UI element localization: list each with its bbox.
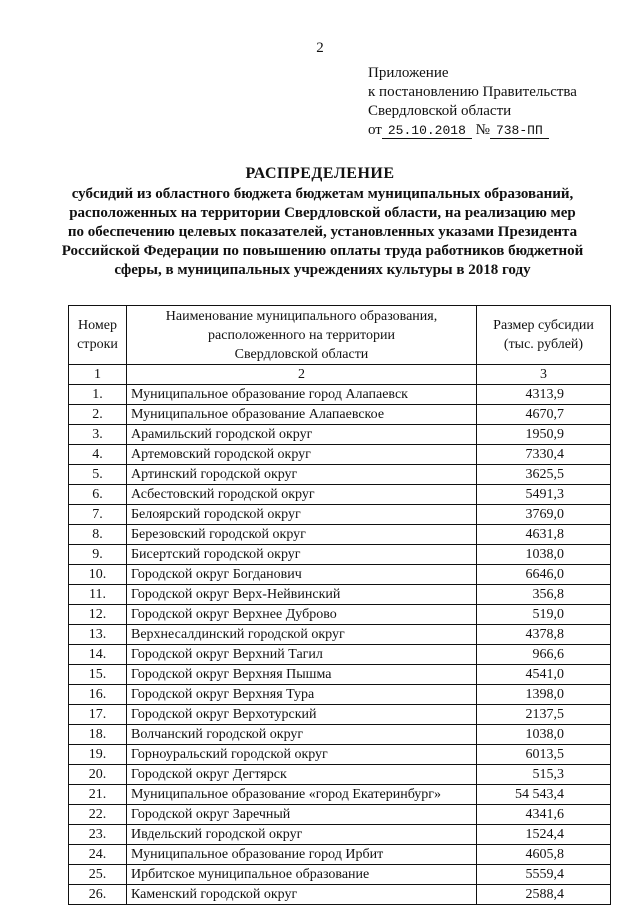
municipality-name: Городской округ Заречный <box>127 805 477 825</box>
subsidy-amount: 6013,5 <box>477 745 611 765</box>
decree-date: 25.10.2018 <box>382 123 472 139</box>
table-row <box>69 845 611 865</box>
row-number: 5. <box>69 465 127 485</box>
table-row <box>69 865 611 885</box>
row-number: 15. <box>69 665 127 685</box>
table-header-row <box>69 306 611 365</box>
subsidy-amount: 1038,0 <box>477 545 611 565</box>
municipality-name: Городской округ Верхняя Пышма <box>127 665 477 685</box>
column-index: 3 <box>477 365 611 385</box>
municipality-name: Муниципальное образование Алапаевское <box>127 405 477 425</box>
municipality-name: Березовский городской округ <box>127 525 477 545</box>
subsidy-amount: 54 543,4 <box>477 785 611 805</box>
municipality-name: Верхнесалдинский городской округ <box>127 625 477 645</box>
subsidy-amount: 519,0 <box>477 605 611 625</box>
subsidy-amount: 4378,8 <box>477 625 611 645</box>
subsidy-amount: 4631,8 <box>477 525 611 545</box>
municipality-name: Каменский городской округ <box>127 885 477 905</box>
table-row <box>69 885 611 905</box>
municipality-name: Городской округ Дегтярск <box>127 765 477 785</box>
municipality-name: Арамильский городской округ <box>127 425 477 445</box>
row-number: 22. <box>69 805 127 825</box>
municipality-name: Ирбитское муниципальное образование <box>127 865 477 885</box>
municipality-name: Городской округ Верх-Нейвинский <box>127 585 477 605</box>
appendix-block <box>368 64 577 140</box>
subtitle-line: сферы, в муниципальных учреждениях культуры в 2018 году <box>114 262 531 278</box>
row-number: 8. <box>69 525 127 545</box>
subsidy-amount: 1524,4 <box>477 825 611 845</box>
header-text: Наименование муниципального образования, <box>165 308 438 324</box>
decree-number: 738-ПП <box>490 123 549 139</box>
row-number: 25. <box>69 865 127 885</box>
subsidy-amount: 6646,0 <box>477 565 611 585</box>
table-row <box>69 405 611 425</box>
row-number: 6. <box>69 485 127 505</box>
table-row <box>69 425 611 445</box>
row-number: 10. <box>69 565 127 585</box>
appendix-line3: Свердловской области <box>368 103 512 119</box>
table-row <box>69 505 611 525</box>
municipality-name: Городской округ Верхний Тагил <box>127 645 477 665</box>
column-index: 1 <box>69 365 127 385</box>
appendix-line2: к постановлению Правительства <box>368 84 577 100</box>
municipality-name: Городской округ Богданович <box>127 565 477 585</box>
header-amount <box>477 306 611 365</box>
number-prefix: № <box>475 122 490 138</box>
municipality-name: Артинский городской округ <box>127 465 477 485</box>
subtitle-line: расположенных на территории Свердловской области, на реализацию мер <box>69 205 576 221</box>
subsidy-amount: 4313,9 <box>477 385 611 405</box>
header-text: расположенного на территории <box>208 327 395 343</box>
table-row <box>69 665 611 685</box>
document-title: РАСПРЕДЕЛЕНИЕ <box>245 165 395 182</box>
header-row-number <box>69 306 127 365</box>
subsidy-amount: 3769,0 <box>477 505 611 525</box>
subsidy-amount: 2137,5 <box>477 705 611 725</box>
column-index: 2 <box>127 365 477 385</box>
subtitle-line: Российской Федерации по повышению оплаты труда работников бюджетной <box>61 243 584 259</box>
table-row <box>69 545 611 565</box>
header-municipality <box>127 306 477 365</box>
table-row <box>69 685 611 705</box>
row-number: 11. <box>69 585 127 605</box>
header-text: Размер субсидии <box>493 318 594 333</box>
subsidy-amount: 515,3 <box>477 765 611 785</box>
subsidy-amount: 1038,0 <box>477 725 611 745</box>
municipality-name: Асбестовский городской округ <box>127 485 477 505</box>
row-number: 3. <box>69 425 127 445</box>
row-number: 16. <box>69 685 127 705</box>
subsidy-amount: 1950,9 <box>477 425 611 445</box>
table-row <box>69 785 611 805</box>
row-number: 2. <box>69 405 127 425</box>
table-row <box>69 485 611 505</box>
header-text: строки <box>77 337 118 352</box>
municipality-name: Муниципальное образование город Ирбит <box>127 845 477 865</box>
table-row <box>69 445 611 465</box>
table-row <box>69 645 611 665</box>
subsidy-amount: 356,8 <box>477 585 611 605</box>
table-row <box>69 825 611 845</box>
subsidy-amount: 3625,5 <box>477 465 611 485</box>
row-number: 24. <box>69 845 127 865</box>
row-number: 18. <box>69 725 127 745</box>
municipality-name: Волчанский городской округ <box>127 725 477 745</box>
municipality-name: Городской округ Верхотурский <box>127 705 477 725</box>
row-number: 14. <box>69 645 127 665</box>
document-subtitle <box>60 185 585 280</box>
municipality-name: Ивдельский городской округ <box>127 825 477 845</box>
row-number: 12. <box>69 605 127 625</box>
table-row <box>69 565 611 585</box>
table-row <box>69 765 611 785</box>
subsidy-amount: 2588,4 <box>477 885 611 905</box>
table-row <box>69 385 611 405</box>
table-row <box>69 625 611 645</box>
subsidy-amount: 966,6 <box>477 645 611 665</box>
municipality-name: Городской округ Верхняя Тура <box>127 685 477 705</box>
appendix-line1: Приложение <box>368 65 449 81</box>
municipality-name: Белоярский городской округ <box>127 505 477 525</box>
subsidy-amount: 5491,3 <box>477 485 611 505</box>
header-text: Свердловской области <box>234 346 369 362</box>
table-row <box>69 465 611 485</box>
subsidy-amount: 7330,4 <box>477 445 611 465</box>
municipality-name: Бисертский городской округ <box>127 545 477 565</box>
table-row <box>69 705 611 725</box>
subsidy-amount: 4541,0 <box>477 665 611 685</box>
subsidy-amount: 4670,7 <box>477 405 611 425</box>
subtitle-line: субсидий из областного бюджета бюджетам муниципальных образований, <box>71 186 574 202</box>
table-row <box>69 805 611 825</box>
date-prefix: от <box>368 122 382 138</box>
table-row <box>69 745 611 765</box>
subsidy-amount: 4605,8 <box>477 845 611 865</box>
row-number: 19. <box>69 745 127 765</box>
header-text: (тыс. рублей) <box>503 337 584 352</box>
header-text: Номер <box>78 318 117 333</box>
municipality-name: Артемовский городской округ <box>127 445 477 465</box>
row-number: 23. <box>69 825 127 845</box>
table-row <box>69 725 611 745</box>
municipality-name: Городской округ Верхнее Дуброво <box>127 605 477 625</box>
row-number: 13. <box>69 625 127 645</box>
row-number: 4. <box>69 445 127 465</box>
page-number: 2 <box>316 40 324 56</box>
table-row <box>69 585 611 605</box>
row-number: 17. <box>69 705 127 725</box>
municipality-name: Горноуральский городской округ <box>127 745 477 765</box>
subtitle-line: по обеспечению целевых показателей, установленных указами Президента <box>67 224 578 240</box>
row-number: 7. <box>69 505 127 525</box>
municipality-name: Муниципальное образование город Алапаевск <box>127 385 477 405</box>
subsidy-amount: 5559,4 <box>477 865 611 885</box>
row-number: 20. <box>69 765 127 785</box>
municipality-name: Муниципальное образование «город Екатеринбург» <box>127 785 477 805</box>
column-index-row <box>69 365 611 385</box>
row-number: 9. <box>69 545 127 565</box>
table-row <box>69 525 611 545</box>
row-number: 1. <box>69 385 127 405</box>
row-number: 26. <box>69 885 127 905</box>
subsidy-amount: 4341,6 <box>477 805 611 825</box>
subsidy-amount: 1398,0 <box>477 685 611 705</box>
row-number: 21. <box>69 785 127 805</box>
table-row <box>69 605 611 625</box>
subsidy-table <box>68 305 611 905</box>
appendix-date-line <box>368 121 577 140</box>
